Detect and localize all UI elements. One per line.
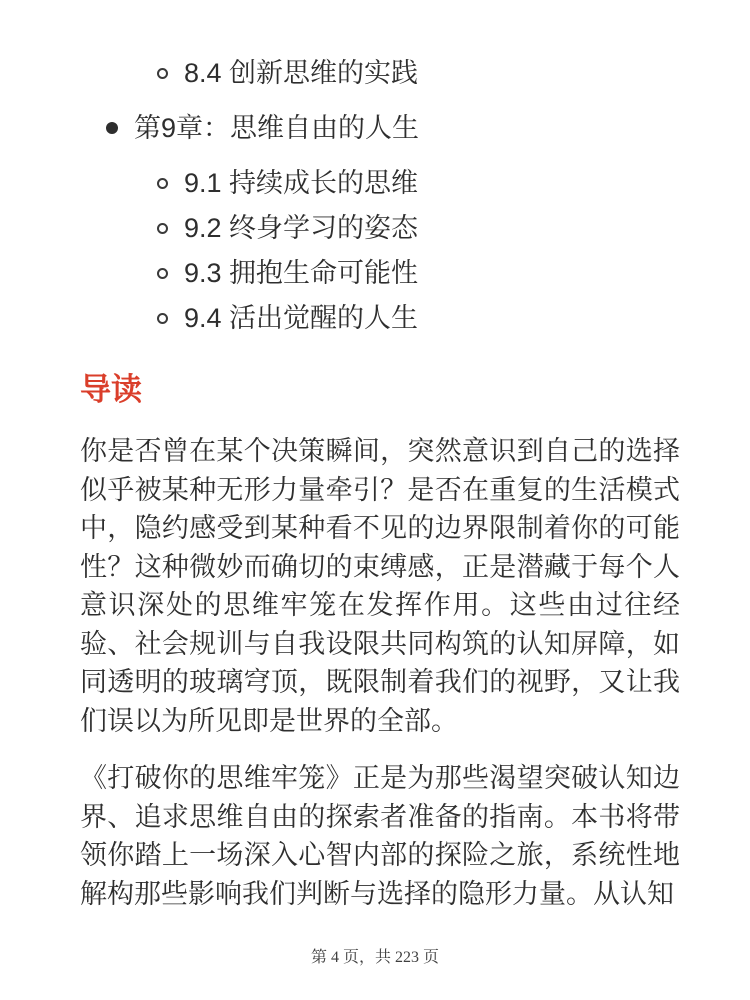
- filled-bullet-icon: [106, 122, 118, 134]
- toc-item: [80, 303, 680, 333]
- intro-paragraph-2: 《打破你的思维牢笼》正是为那些渴望突破认知边界、追求思维自由的探索者准备的指南。本书将带领你踏上一场深入心智内部的探险之旅，系统性地解构那些影响我们判断与选择的隐形力量。从认知: [80, 763, 680, 909]
- toc-item-label: 8.4 创新思维的实践: [184, 58, 419, 88]
- toc-item-label: 9.1 持续成长的思维: [184, 168, 419, 198]
- toc-item: [80, 58, 680, 88]
- intro-paragraph-1: 你是否曾在某个决策瞬间，突然意识到自己的选择似乎被某种无形力量牵引？是否在重复的生活模式中，隐约感受到某种看不见的边界限制着你的可能性？这种微妙而确切的束缚感，正是潜藏于每个人意识深处的思维牢笼在发挥作用。这些由过往经验、社会规训与自我设限共同构筑的认知屏障，如同透明的玻璃穹顶，既限制着我们的视野，又让我们误以为所见即是世界的全部。: [80, 436, 680, 736]
- hollow-bullet-icon: [157, 68, 168, 79]
- section-heading: 导读: [80, 372, 142, 407]
- toc-item-label: 9.2 终身学习的姿态: [184, 213, 419, 243]
- page-content: [80, 0, 680, 913]
- toc-item-label: 9.3 拥抱生命可能性: [184, 258, 419, 288]
- hollow-bullet-icon: [157, 268, 168, 279]
- toc-item-label: 第9章：思维自由的人生: [134, 113, 420, 143]
- toc-item-label: 9.4 活出觉醒的人生: [184, 303, 419, 333]
- hollow-bullet-icon: [157, 223, 168, 234]
- toc-list: [80, 0, 680, 333]
- toc-item: [80, 213, 680, 243]
- page-footer: 第 4 页，共 223 页: [310, 949, 439, 966]
- toc-item-chapter: [80, 113, 680, 143]
- hollow-bullet-icon: [157, 313, 168, 324]
- toc-item: [80, 258, 680, 288]
- hollow-bullet-icon: [157, 178, 168, 189]
- toc-item: [80, 168, 680, 198]
